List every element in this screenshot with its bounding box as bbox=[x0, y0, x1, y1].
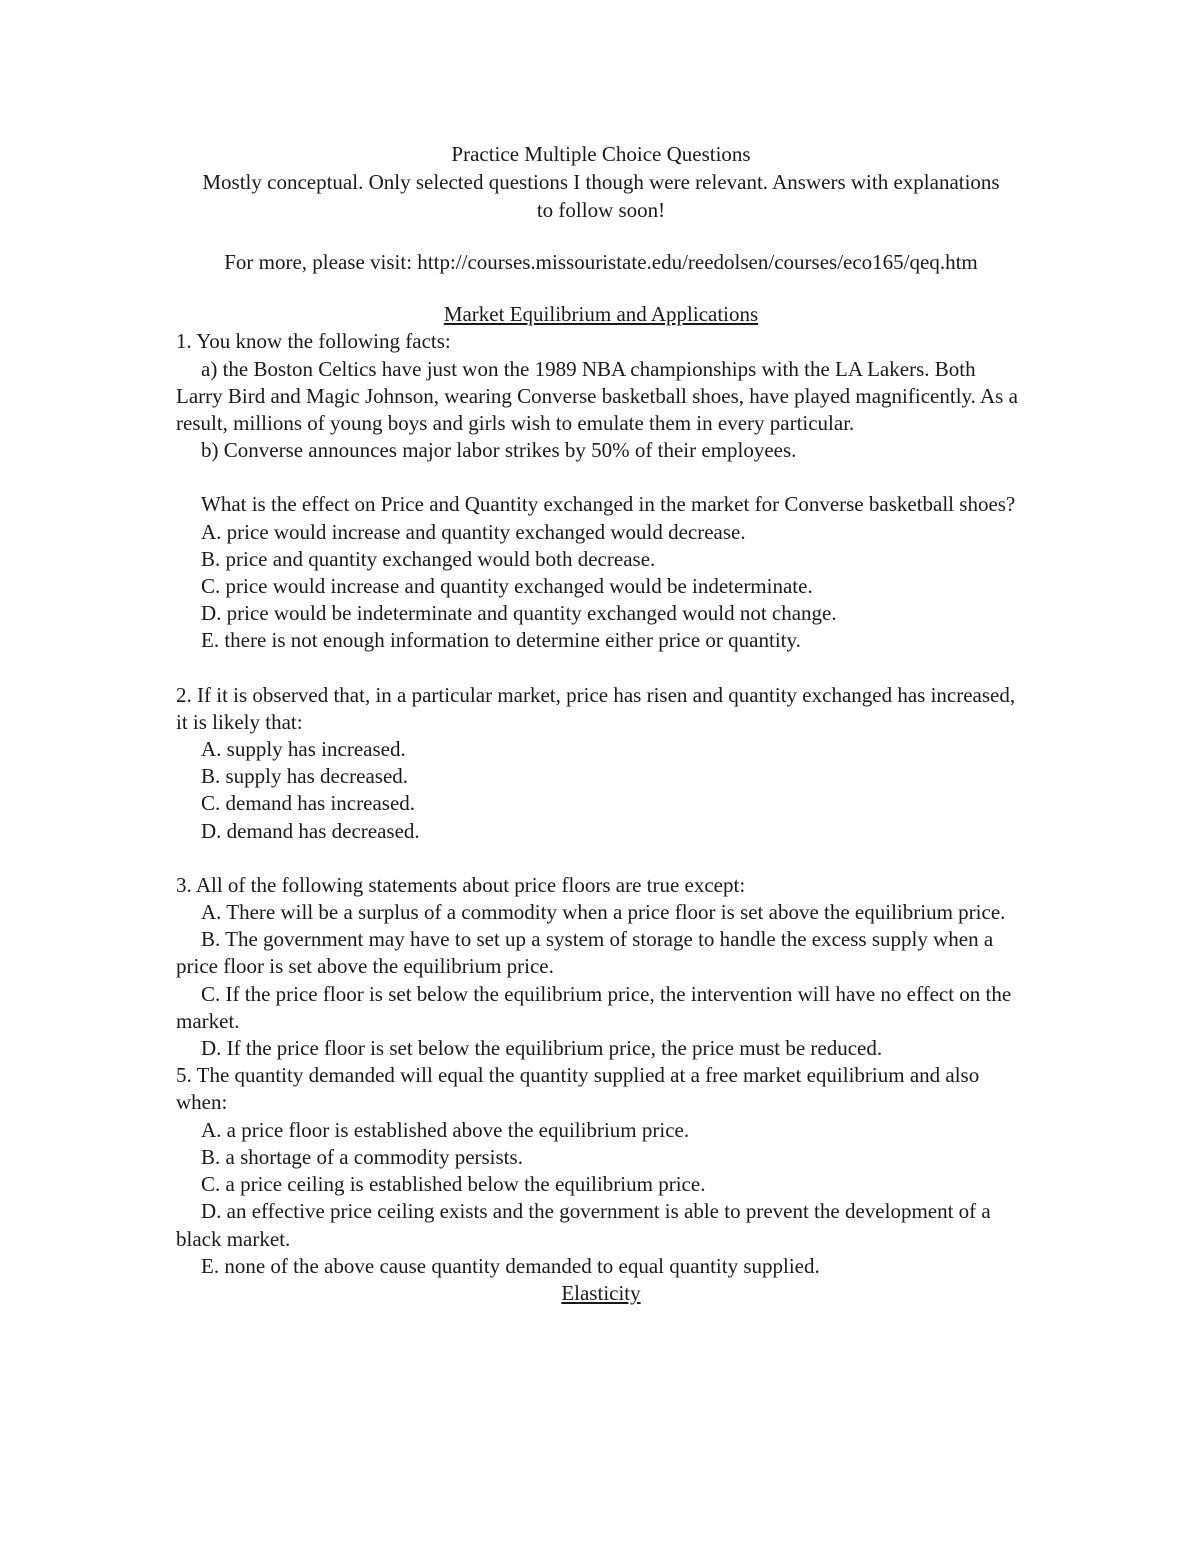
q5-option-a: A. a price floor is established above the equilibrium price. bbox=[201, 1117, 690, 1142]
q3-option-a-text: A. There will be a surplus of a commodity when a price floor is set above the equilibrium price. bbox=[201, 900, 1006, 925]
q1-question-text: What is the effect on Price and Quantity exchanged in the market for Converse basketball shoes? bbox=[201, 492, 1016, 517]
q1-fact-a-text: a) the Boston Celtics have just won the 1989 NBA championships with the LA Lakers. Both Larry Bird and Magic Johnson, wearing Converse basketball shoes, have played magnificently. As a result, millions of young boys and girls wish to emulate them in every particular. bbox=[176, 356, 1018, 436]
q1-option-a: A. price would increase and quantity exchanged would decrease. bbox=[201, 519, 746, 544]
q3-option-b bbox=[176, 926, 1026, 980]
q1-question bbox=[176, 491, 1026, 518]
q5-option-b: B. a shortage of a commodity persists. bbox=[201, 1144, 523, 1169]
q3-option-c-text: C. If the price floor is set below the equilibrium price, the intervention will have no effect on the market. bbox=[176, 981, 1012, 1033]
q3-option-b-text: B. The government may have to set up a system of storage to handle the excess supply when a price floor is set above the equilibrium price. bbox=[176, 927, 994, 979]
q2-option-d: D. demand has decreased. bbox=[201, 818, 420, 843]
section-heading-market-equilibrium: Market Equilibrium and Applications bbox=[443, 302, 759, 327]
q2-option-a: A. supply has increased. bbox=[201, 737, 406, 762]
q3-option-c bbox=[176, 981, 1026, 1035]
section-heading-elasticity: Elasticity bbox=[561, 1280, 641, 1305]
visit-link-text: For more, please visit: http://courses.missouristate.edu/reedolsen/courses/eco165/qeq.htm bbox=[224, 250, 978, 274]
q1-option-e: E. there is not enough information to determine either price or quantity. bbox=[201, 628, 801, 653]
q2-option-b: B. supply has decreased. bbox=[201, 764, 409, 789]
q5-option-e: E. none of the above cause quantity demanded to equal quantity supplied. bbox=[201, 1253, 820, 1278]
q1-fact-b: b) Converse announces major labor strikes by 50% of their employees. bbox=[201, 438, 797, 463]
q5-stem: 5. The quantity demanded will equal the quantity supplied at a free market equilibrium and also when: bbox=[176, 1063, 980, 1115]
document-subtitle: Mostly conceptual. Only selected questions I though were relevant. Answers with explanations to follow soon! bbox=[202, 170, 1000, 222]
q3-stem: 3. All of the following statements about price floors are true except: bbox=[176, 872, 746, 897]
q1-option-c: C. price would increase and quantity exchanged would be indeterminate. bbox=[201, 574, 813, 599]
q1-option-b: B. price and quantity exchanged would both decrease. bbox=[201, 546, 656, 571]
q5-option-d bbox=[176, 1198, 1026, 1252]
q3-option-d-text: D. If the price floor is set below the equilibrium price, the price must be reduced. bbox=[201, 1036, 883, 1061]
q5-option-d-text: D. an effective price ceiling exists and the government is able to prevent the development of a black market. bbox=[176, 1199, 991, 1251]
q2-option-c: C. demand has increased. bbox=[201, 791, 416, 816]
q3-option-a bbox=[176, 899, 1026, 926]
q1-stem: 1. You know the following facts: bbox=[176, 329, 451, 354]
q2-stem: 2. If it is observed that, in a particular market, price has risen and quantity exchanged has increased, it is likely that: bbox=[176, 682, 1016, 734]
document-page bbox=[176, 140, 1026, 1307]
document-title: Practice Multiple Choice Questions bbox=[451, 142, 751, 166]
q1-fact-a bbox=[176, 356, 1026, 438]
q3-option-d bbox=[176, 1035, 1026, 1062]
q1-option-d: D. price would be indeterminate and quantity exchanged would not change. bbox=[201, 601, 837, 626]
q5-option-c: C. a price ceiling is established below the equilibrium price. bbox=[201, 1172, 706, 1197]
